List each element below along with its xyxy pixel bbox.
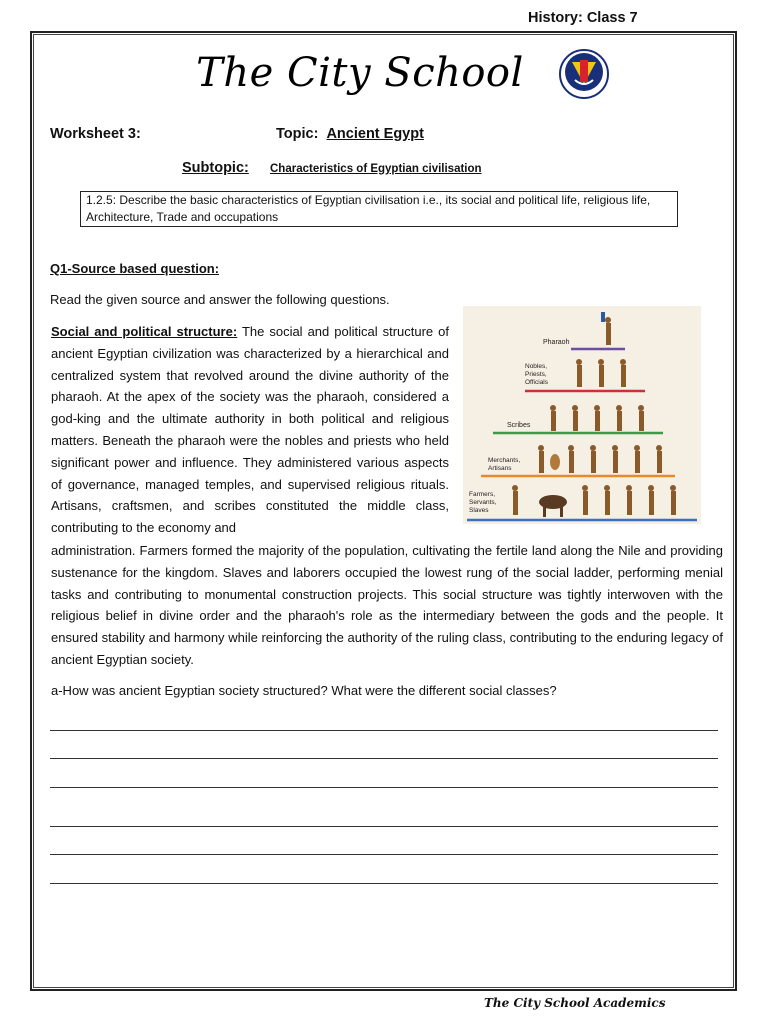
pyramid-label-2: Scribes xyxy=(507,422,531,429)
question-a: a-How was ancient Egyptian society structured? What were the different social classes? xyxy=(51,683,557,698)
learning-objective: 1.2.5: Describe the basic characteristics of Egyptian civilisation i.e., its social and political life, religious life, Architecture, Trade and occupations xyxy=(80,191,678,227)
topic-line xyxy=(276,126,424,142)
topic-label: Topic: xyxy=(276,126,319,142)
pyramid-label-0: Pharaoh xyxy=(543,339,570,346)
school-name: The City School xyxy=(196,50,524,96)
pyramid-label-4: Farmers, Servants, Slaves xyxy=(469,491,497,514)
q1-title: Q1-Source based question: xyxy=(50,261,220,276)
school-logo xyxy=(558,48,610,100)
answer-line[interactable] xyxy=(50,758,718,759)
worksheet-label: Worksheet 3: xyxy=(50,126,141,142)
source-paragraph-top xyxy=(51,321,449,539)
topic-value: Ancient Egypt xyxy=(326,126,424,142)
subtopic-label: Subtopic: xyxy=(182,160,249,176)
pyramid-label-1: Nobles, Priests, Officials xyxy=(525,363,548,386)
answer-line[interactable] xyxy=(50,883,718,884)
subtopic-value: Characteristics of Egyptian civilisation xyxy=(270,163,482,175)
source-paragraph-bottom: administration. Farmers formed the majority of the population, cultivating the fertile land along the Nile and providing sustenance for the kingdom. Slaves and laborers occupied the lowest rung of the social ladder, performing menial tasks and contributing to monumental construction projects. This social structure was tightly interwoven with the religious belief in divine order and the pharaoh's role as the intermediary between the gods and the people. It ensured stability and harmony while reinforcing the authority of the ruling class, contributing to the enduring legacy of ancient Egyptian society. xyxy=(51,543,723,667)
footer-text: The City School Academics xyxy=(484,996,666,1010)
source-text-top: The social and political structure of ancient Egyptian civilization was characterized by a hierarchical and centralized system that revolved around the divine authority of the pharaoh. At the apex of the society was the pharaoh, considered a god-king and the ultimate authority in both political and religious matters. Beneath the pharaoh were the nobles and priests who held significant power and influence. They administered various aspects of governance, managed temples, and supervised religious rituals. Artisans, craftsmen, and scribes constituted the middle class, contributing to the economy and xyxy=(51,324,450,536)
class-header: History: Class 7 xyxy=(528,10,638,26)
social-pyramid-image xyxy=(463,306,701,524)
answer-line[interactable] xyxy=(50,787,718,788)
answer-line[interactable] xyxy=(50,826,718,827)
q1-instruction: Read the given source and answer the following questions. xyxy=(50,292,390,307)
source-lead: Social and political structure: xyxy=(51,324,238,339)
answer-line[interactable] xyxy=(50,730,718,731)
pyramid-label-3: Merchants, Artisans xyxy=(488,457,521,472)
answer-line[interactable] xyxy=(50,854,718,855)
